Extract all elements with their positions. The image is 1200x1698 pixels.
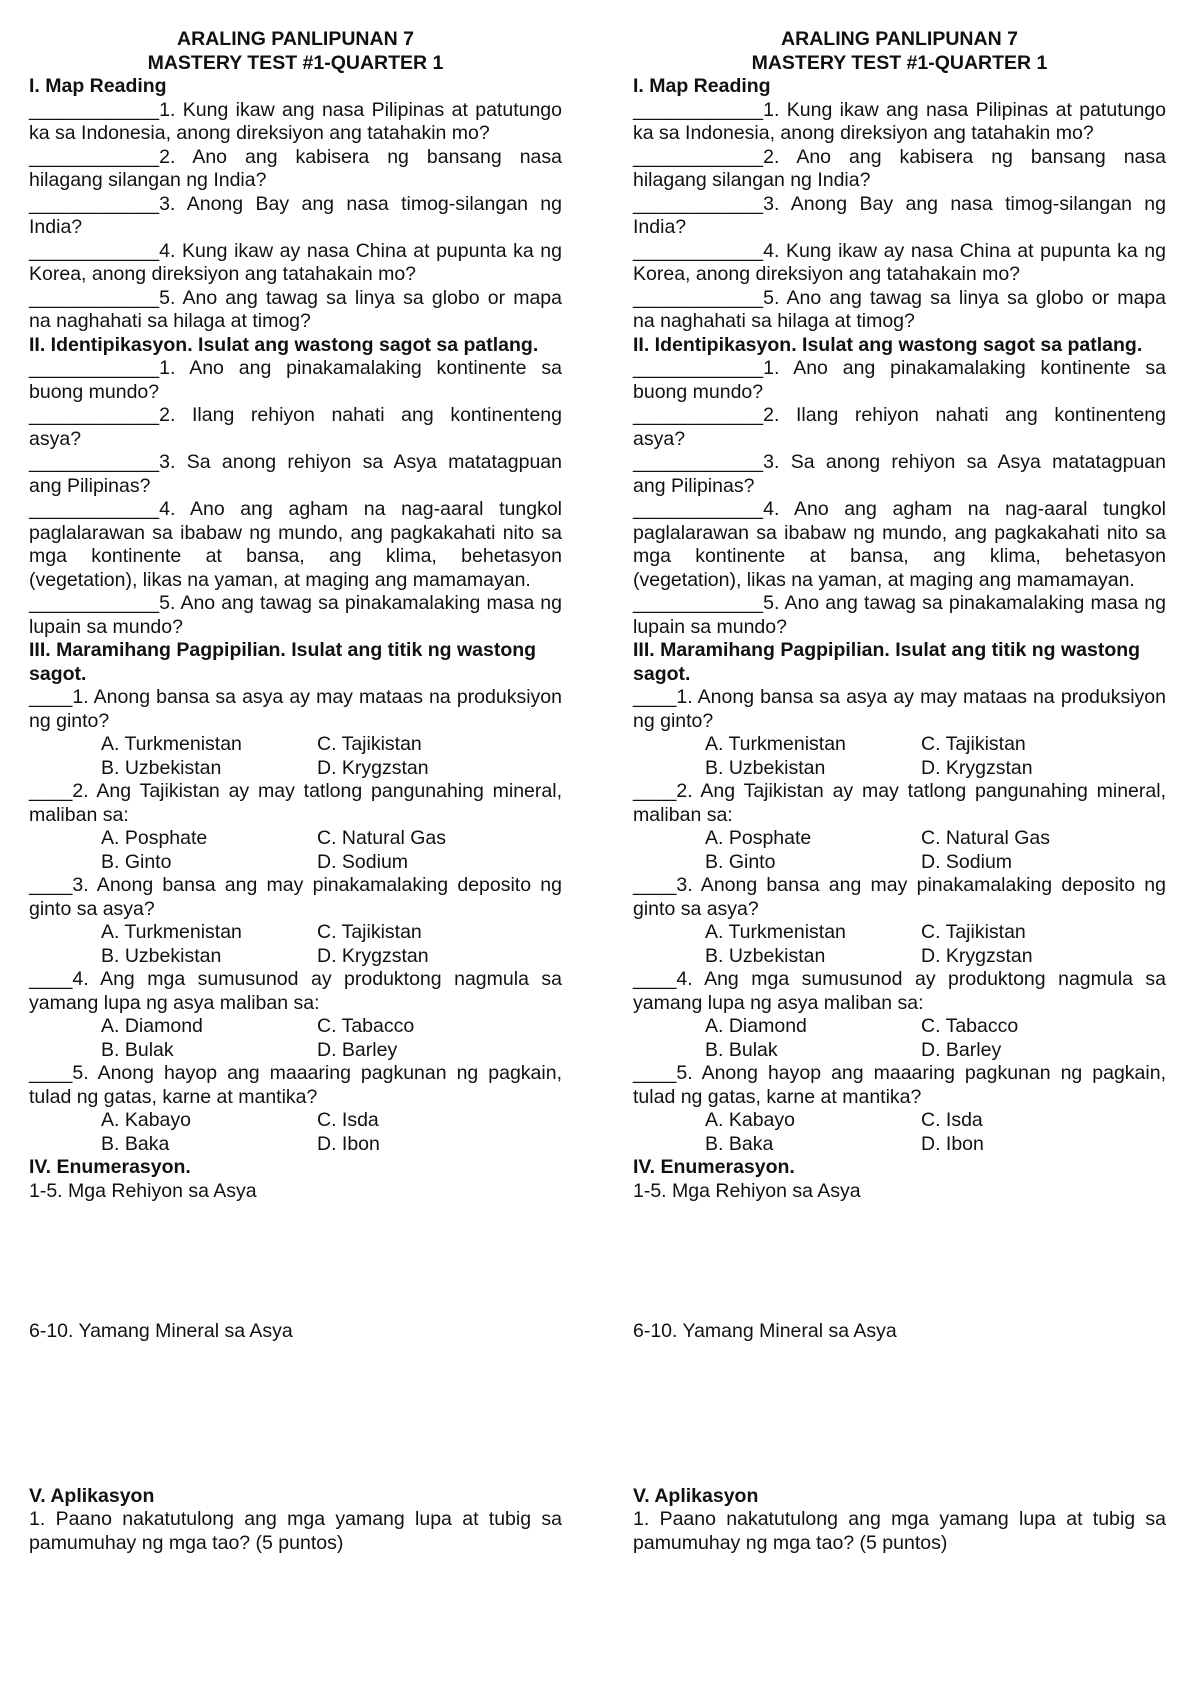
section-map-reading-heading: I. Map Reading <box>633 75 771 97</box>
choice-a: A. Kabayo <box>705 1109 795 1131</box>
question-item: _____ 4. Ano ang agham na nag-aaral tungkol paglalarawan sa ibabaw ng mundo, ang pagkakahati nito sa mga kontinente at bansa, ang klima, behetasyon (vegetation), likas na yaman, at maging ang mamamayan. <box>29 498 562 592</box>
test-title: MASTERY TEST #1-QUARTER 1 <box>147 51 444 74</box>
section-multiple-choice-heading: III. Maramihang Pagpipilian. Isulat ang titik ng wastong sagot. <box>633 639 1141 685</box>
test-title: MASTERY TEST #1-QUARTER 1 <box>751 51 1048 74</box>
choice-grid <box>633 921 1166 968</box>
choice-grid <box>29 1109 562 1156</box>
choice-d: D. Krygzstan <box>921 944 1033 967</box>
choice-d: D. Ibon <box>921 1132 984 1155</box>
choice-c: C. Tabacco <box>317 1015 415 1037</box>
choice-grid <box>29 921 562 968</box>
question-item: _____ 1. Ano ang pinakamalaking kontinente sa buong mundo? <box>633 357 1166 404</box>
choice-b: B. Uzbekistan <box>101 944 222 967</box>
question-item: ____ 3. Anong bansa ang may pinakamalaking deposito ng ginto sa asya? <box>29 874 562 921</box>
choice-c: C. Natural Gas <box>921 827 1050 849</box>
section-map-reading-heading: I. Map Reading <box>29 75 167 97</box>
question-item: ____ 1. Anong bansa sa asya ay may mataas na produksiyon ng ginto? <box>29 686 562 733</box>
choice-a: A. Posphate <box>101 827 208 849</box>
choice-grid <box>29 733 562 780</box>
question-item: ____ 4. Ang mga sumusunod ay produktong nagmula sa yamang lupa ng asya maliban sa: <box>633 968 1166 1015</box>
choice-grid <box>29 1015 562 1062</box>
enumeration-item: 1-5. Mga Rehiyon sa Asya <box>29 1179 257 1202</box>
choice-a: A. Kabayo <box>101 1109 191 1131</box>
choice-grid <box>633 1015 1166 1062</box>
test-sheet-left <box>29 28 562 1555</box>
choice-c: C. Tajikistan <box>921 733 1026 755</box>
choice-b: B. Ginto <box>101 850 172 873</box>
question-item: _____ 4. Kung ikaw ay nasa China at pupunta ka ng Korea, anong direksiyon ang tatahakain mo? <box>633 240 1166 287</box>
choice-a: A. Posphate <box>705 827 812 849</box>
choice-b: B. Baka <box>101 1132 170 1155</box>
enumeration-item: 1-5. Mga Rehiyon sa Asya <box>633 1179 861 1202</box>
choice-d: D. Sodium <box>317 850 409 873</box>
question-item: ____ 5. Anong hayop ang maaaring pagkunan ng pagkain, tulad ng gatas, karne at mantika? <box>633 1062 1166 1109</box>
section-identification-heading: II. Identipikasyon. Isulat ang wastong sagot sa patlang. <box>29 333 539 356</box>
choice-c: C. Isda <box>317 1109 379 1131</box>
question-item: _____ 5. Ano ang tawag sa linya sa globo or mapa na naghahati sa hilaga at timog? <box>29 287 562 334</box>
choice-c: C. Tajikistan <box>317 733 422 755</box>
question-item: _____ 2. Ilang rehiyon nahati ang kontinenteng asya? <box>29 404 562 451</box>
question-item: _____ 4. Kung ikaw ay nasa China at pupunta ka ng Korea, anong direksiyon ang tatahakain mo? <box>29 240 562 287</box>
choice-d: D. Krygzstan <box>921 756 1033 779</box>
question-item: _____ 3. Anong Bay ang nasa timog-silangan ng India? <box>29 193 562 240</box>
section-application-heading: V. Aplikasyon <box>633 1484 759 1507</box>
question-item: _____ 3. Sa anong rehiyon sa Asya matatagpuan ang Pilipinas? <box>633 451 1166 498</box>
choice-a: A. Diamond <box>705 1015 807 1037</box>
question-item: _____ 4. Ano ang agham na nag-aaral tungkol paglalarawan sa ibabaw ng mundo, ang pagkakahati nito sa mga kontinente at bansa, ang klima, behetasyon (vegetation), likas na yaman, at maging ang mamamayan. <box>633 498 1166 592</box>
question-item: _____ 3. Sa anong rehiyon sa Asya matatagpuan ang Pilipinas? <box>29 451 562 498</box>
choice-a: A. Turkmenistan <box>705 733 846 755</box>
section-application-heading: V. Aplikasyon <box>29 1484 155 1507</box>
choice-a: A. Turkmenistan <box>101 921 242 943</box>
choice-c: C. Tajikistan <box>317 921 422 943</box>
enumeration-item: 6-10. Yamang Mineral sa Asya <box>29 1320 293 1342</box>
question-item: _____ 5. Ano ang tawag sa linya sa globo or mapa na naghahati sa hilaga at timog? <box>633 287 1166 334</box>
question-item: ____ 5. Anong hayop ang maaaring pagkunan ng pagkain, tulad ng gatas, karne at mantika? <box>29 1062 562 1109</box>
choice-a: A. Diamond <box>101 1015 203 1037</box>
subject-title: ARALING PANLIPUNAN 7 <box>177 28 414 50</box>
question-item: _____ 2. Ano ang kabisera ng bansang nasa hilagang silangan ng India? <box>633 146 1166 193</box>
question-item: ____ 1. Anong bansa sa asya ay may mataas na produksiyon ng ginto? <box>633 686 1166 733</box>
choice-d: D. Sodium <box>921 850 1013 873</box>
application-question: 1. Paano nakatutulong ang mga yamang lupa at tubig sa pamumuhay ng mga tao? (5 puntos) <box>633 1508 1166 1554</box>
choice-b: B. Uzbekistan <box>101 756 222 779</box>
subject-title: ARALING PANLIPUNAN 7 <box>781 28 1018 50</box>
question-item: ____ 3. Anong bansa ang may pinakamalaking deposito ng ginto sa asya? <box>633 874 1166 921</box>
question-item: _____ 5. Ano ang tawag sa pinakamalaking masa ng lupain sa mundo? <box>633 592 1166 639</box>
choice-grid <box>633 1109 1166 1156</box>
choice-b: B. Uzbekistan <box>705 944 826 967</box>
choice-b: B. Baka <box>705 1132 774 1155</box>
choice-b: B. Uzbekistan <box>705 756 826 779</box>
section-enumeration-heading: IV. Enumerasyon. <box>29 1156 191 1178</box>
choice-grid <box>633 827 1166 874</box>
choice-d: D. Krygzstan <box>317 944 429 967</box>
choice-d: D. Krygzstan <box>317 756 429 779</box>
question-item: ____ 4. Ang mga sumusunod ay produktong nagmula sa yamang lupa ng asya maliban sa: <box>29 968 562 1015</box>
section-multiple-choice-heading: III. Maramihang Pagpipilian. Isulat ang titik ng wastong sagot. <box>29 639 537 685</box>
choice-c: C. Natural Gas <box>317 827 446 849</box>
choice-a: A. Turkmenistan <box>705 921 846 943</box>
choice-a: A. Turkmenistan <box>101 733 242 755</box>
question-item: ____ 2. Ang Tajikistan ay may tatlong pangunahing mineral, maliban sa: <box>633 780 1166 827</box>
choice-c: C. Tajikistan <box>921 921 1026 943</box>
question-item: _____ 1. Ano ang pinakamalaking kontinente sa buong mundo? <box>29 357 562 404</box>
section-enumeration-heading: IV. Enumerasyon. <box>633 1156 795 1178</box>
choice-b: B. Ginto <box>705 850 776 873</box>
choice-b: B. Bulak <box>705 1038 778 1061</box>
question-item: _____ 2. Ilang rehiyon nahati ang kontinenteng asya? <box>633 404 1166 451</box>
question-item: _____ 5. Ano ang tawag sa pinakamalaking masa ng lupain sa mundo? <box>29 592 562 639</box>
choice-d: D. Ibon <box>317 1132 380 1155</box>
choice-c: C. Tabacco <box>921 1015 1019 1037</box>
choice-d: D. Barley <box>921 1038 1002 1061</box>
choice-grid <box>633 733 1166 780</box>
question-item: ____ 2. Ang Tajikistan ay may tatlong pangunahing mineral, maliban sa: <box>29 780 562 827</box>
choice-d: D. Barley <box>317 1038 398 1061</box>
application-question: 1. Paano nakatutulong ang mga yamang lupa at tubig sa pamumuhay ng mga tao? (5 puntos) <box>29 1508 562 1554</box>
choice-grid <box>29 827 562 874</box>
test-sheet-right <box>633 28 1166 1555</box>
question-item: _____ 1. Kung ikaw ang nasa Pilipinas at patutungo ka sa Indonesia, anong direksiyon ang tatahakin mo? <box>29 99 562 146</box>
question-item: _____ 3. Anong Bay ang nasa timog-silangan ng India? <box>633 193 1166 240</box>
question-item: _____ 2. Ano ang kabisera ng bansang nasa hilagang silangan ng India? <box>29 146 562 193</box>
question-item: _____ 1. Kung ikaw ang nasa Pilipinas at patutungo ka sa Indonesia, anong direksiyon ang tatahakin mo? <box>633 99 1166 146</box>
choice-b: B. Bulak <box>101 1038 174 1061</box>
enumeration-item: 6-10. Yamang Mineral sa Asya <box>633 1320 897 1342</box>
section-identification-heading: II. Identipikasyon. Isulat ang wastong sagot sa patlang. <box>633 333 1143 356</box>
choice-c: C. Isda <box>921 1109 983 1131</box>
